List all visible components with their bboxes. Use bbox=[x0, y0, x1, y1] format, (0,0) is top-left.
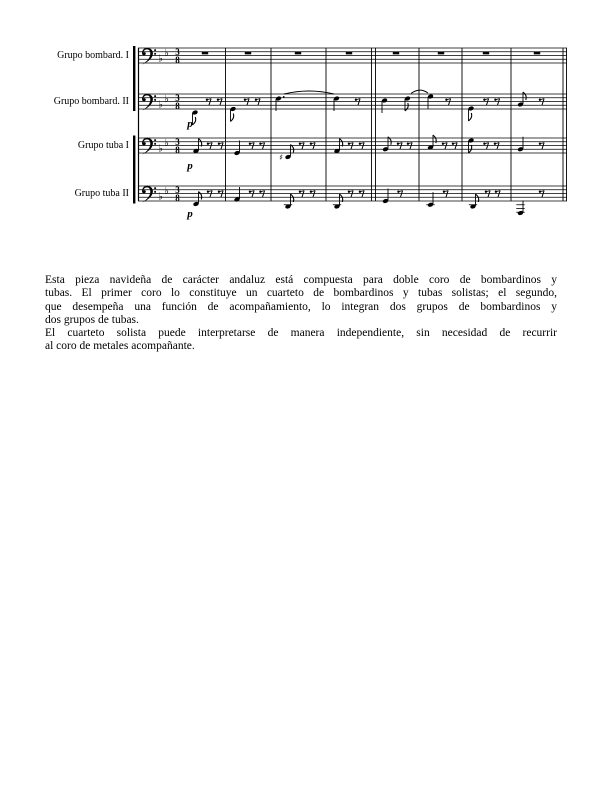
eighth-rest bbox=[446, 191, 448, 198]
bass-clef-icon bbox=[142, 94, 153, 111]
eighth-rest bbox=[247, 99, 249, 106]
eighth-rest bbox=[486, 143, 488, 150]
eighth-rest bbox=[542, 191, 544, 198]
eighth-rest bbox=[497, 99, 499, 106]
eighth-rest bbox=[252, 143, 254, 150]
flat-icon: ♭ bbox=[158, 53, 163, 65]
description-line: tubas. El primer coro lo constituye un cuarteto de bombardinos y tubas solistas; el segundo, bbox=[45, 287, 557, 300]
flat-icon: ♭ bbox=[158, 191, 163, 203]
whole-measure-rest bbox=[245, 52, 251, 55]
bass-clef-dot bbox=[154, 53, 156, 55]
flat-icon: ♭ bbox=[164, 93, 169, 105]
eighth-rest bbox=[400, 143, 402, 150]
description-line: Esta pieza navideña de carácter andaluz está compuesta para doble coro de bombardinos y bbox=[45, 274, 557, 286]
system-bracket bbox=[133, 136, 135, 204]
eighth-rest bbox=[302, 143, 304, 150]
eighth-rest bbox=[252, 191, 254, 198]
sharp-icon: ♯ bbox=[279, 153, 283, 162]
eighth-rest bbox=[488, 191, 490, 198]
eighth-rest bbox=[542, 99, 544, 106]
eighth-rest bbox=[210, 191, 212, 198]
staff-label-tuba-2: Grupo tuba II bbox=[74, 188, 129, 199]
eighth-rest bbox=[209, 99, 211, 106]
dynamic-marking: p bbox=[187, 118, 193, 130]
eighth-rest bbox=[258, 99, 260, 106]
time-signature-upper: 3 bbox=[175, 46, 180, 57]
note-flag bbox=[193, 117, 196, 125]
eighth-rest bbox=[313, 143, 315, 150]
dynamic-marking: p bbox=[187, 208, 193, 220]
note-flag bbox=[469, 113, 472, 121]
flat-icon: ♭ bbox=[164, 185, 169, 197]
tie bbox=[284, 91, 334, 94]
eighth-rest bbox=[302, 191, 304, 198]
eighth-rest bbox=[455, 143, 457, 150]
description-line: que desempeña una función de acompañamiento, lo integran dos grupos de bombardinos y bbox=[45, 300, 557, 313]
eighth-rest bbox=[445, 143, 447, 150]
time-signature-lower: 8 bbox=[175, 100, 180, 111]
time-signature-lower: 8 bbox=[175, 54, 180, 65]
eighth-rest bbox=[351, 191, 353, 198]
eighth-rest bbox=[262, 143, 264, 150]
whole-measure-rest bbox=[534, 52, 540, 55]
dynamic-marking: p bbox=[187, 160, 193, 172]
eighth-rest bbox=[410, 143, 412, 150]
eighth-rest bbox=[358, 99, 360, 106]
time-signature-lower: 8 bbox=[175, 192, 180, 203]
flat-icon: ♭ bbox=[164, 137, 169, 149]
eighth-rest bbox=[448, 99, 450, 106]
eighth-rest bbox=[486, 99, 488, 106]
score-canvas bbox=[0, 0, 600, 250]
note-flag bbox=[405, 103, 408, 111]
eighth-rest bbox=[210, 143, 212, 150]
time-signature-upper: 3 bbox=[175, 136, 180, 147]
time-signature-upper: 3 bbox=[175, 92, 180, 103]
whole-measure-rest bbox=[202, 52, 208, 55]
bass-clef-icon bbox=[142, 138, 153, 155]
system-bracket bbox=[133, 46, 135, 111]
eighth-rest bbox=[498, 191, 500, 198]
bass-clef-dot bbox=[154, 187, 156, 189]
tie bbox=[411, 90, 428, 93]
description-line: El cuarteto solista puede interpretarse de manera independiente, sin necesidad de recurrir bbox=[45, 327, 557, 340]
eighth-rest bbox=[497, 143, 499, 150]
bass-clef-icon bbox=[142, 186, 153, 203]
time-signature-lower: 8 bbox=[175, 144, 180, 155]
flat-icon: ♭ bbox=[158, 99, 163, 111]
bass-clef-dot bbox=[154, 95, 156, 97]
note-flag bbox=[231, 114, 234, 122]
bass-clef-icon bbox=[142, 48, 153, 65]
eighth-rest bbox=[221, 191, 223, 198]
bass-clef-dot bbox=[154, 139, 156, 141]
flat-icon: ♭ bbox=[164, 47, 169, 59]
augmentation-dot bbox=[283, 96, 285, 98]
bass-clef-dot bbox=[154, 191, 156, 193]
bass-clef-dot bbox=[154, 143, 156, 145]
eighth-rest bbox=[362, 191, 364, 198]
piece-description bbox=[45, 274, 557, 354]
description-line: dos grupos de tubas. bbox=[45, 313, 139, 326]
eighth-rest bbox=[262, 191, 264, 198]
eighth-rest bbox=[351, 143, 353, 150]
whole-measure-rest bbox=[393, 52, 399, 55]
eighth-rest bbox=[313, 191, 315, 198]
eighth-rest bbox=[221, 143, 223, 150]
whole-measure-rest bbox=[295, 52, 301, 55]
staff-label-tuba-1: Grupo tuba I bbox=[77, 140, 129, 151]
staff-label-bombardino-2: Grupo bombard. II bbox=[53, 96, 129, 107]
bass-clef-dot bbox=[154, 99, 156, 101]
flat-icon: ♭ bbox=[158, 143, 163, 155]
note-flag bbox=[523, 92, 526, 100]
eighth-rest bbox=[362, 143, 364, 150]
staff-label-bombardino-1: Grupo bombard. I bbox=[57, 50, 129, 61]
description-line: al coro de metales acompañante. bbox=[45, 340, 195, 353]
whole-measure-rest bbox=[483, 52, 489, 55]
whole-measure-rest bbox=[346, 52, 352, 55]
eighth-rest bbox=[220, 99, 222, 106]
note-flag bbox=[199, 192, 202, 200]
time-signature-upper: 3 bbox=[175, 184, 180, 195]
eighth-rest bbox=[400, 191, 402, 198]
bass-clef-dot bbox=[154, 49, 156, 51]
eighth-rest bbox=[542, 143, 544, 150]
whole-measure-rest bbox=[438, 52, 444, 55]
